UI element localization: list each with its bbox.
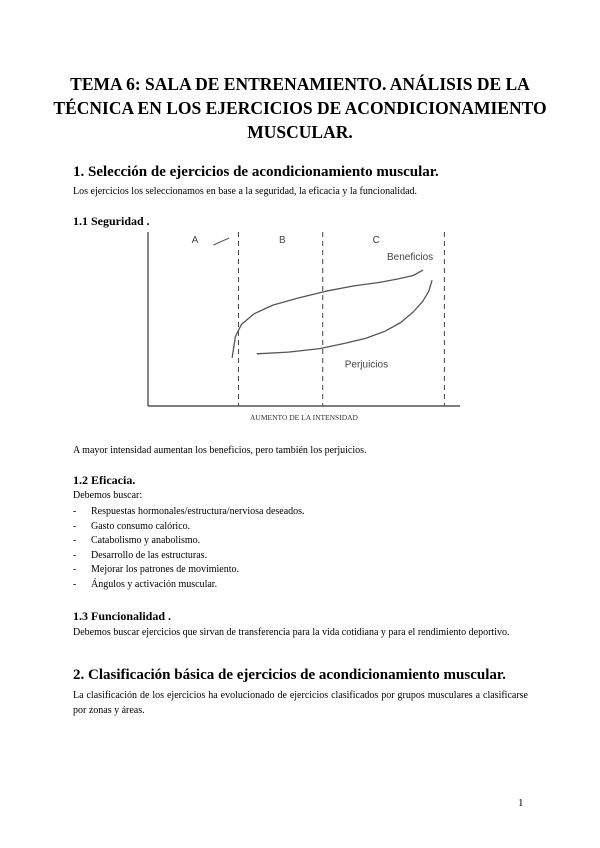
- zone-label-a: A: [191, 235, 199, 246]
- x-axis-label: AUMENTO DE LA INTENSIDAD: [250, 413, 358, 422]
- list-item: - Catabolismo y anabolismo.: [73, 534, 305, 549]
- page-title: TEMA 6: SALA DE ENTRENAMIENTO. ANÁLISIS DE LA TÉCNICA EN LOS EJERCICIOS DE ACONDICIONAMIENTO MUSCULAR.: [53, 74, 547, 142]
- eficacia-intro: Debemos buscar:: [73, 490, 143, 501]
- page-number: 1: [518, 797, 524, 809]
- funcionalidad-heading: 1.3 Funcionalidad .: [73, 609, 172, 623]
- funcionalidad-text: Debemos buscar ejercicios que sirvan de transferencia para la vida cotidiana y para el rendimiento deportivo.: [73, 627, 510, 638]
- eficacia-list: [73, 505, 305, 592]
- series-line-beneficios: [232, 270, 422, 357]
- section-1-intro: Los ejercicios los seleccionamos en base a la seguridad, la eficacia y la funcionalidad.: [73, 186, 418, 197]
- section-1-heading: 1. Selección de ejercicios de acondicionamiento muscular.: [73, 164, 439, 180]
- zone-label-c: C: [372, 235, 380, 246]
- series-label-perjuicios: Perjuicios: [344, 359, 389, 371]
- zone-arrow-mark: [214, 238, 230, 245]
- list-item: - Gasto consumo calórico.: [73, 520, 305, 535]
- list-item: - Respuestas hormonales/estructura/nerviosa deseados.: [73, 505, 305, 520]
- series-line-perjuicios: [257, 281, 432, 354]
- zone-label-b: B: [279, 235, 286, 246]
- section-2-text: La clasificación de los ejercicios ha evolucionado de ejercicios clasificados por grupos musculares a clasificarse por zonas y áreas.: [73, 690, 528, 716]
- list-item: - Mejorar los patrones de movimiento.: [73, 563, 305, 578]
- series-label-beneficios: Beneficios: [387, 251, 434, 263]
- seguridad-heading: 1.1 Seguridad .: [73, 214, 150, 228]
- list-item: - Desarrollo de las estructuras.: [73, 549, 305, 564]
- intensity-chart: [140, 226, 470, 426]
- eficacia-heading: 1.2 Eficacia.: [73, 473, 136, 487]
- section-2-heading: 2. Clasificación básica de ejercicios de acondicionamiento muscular.: [73, 667, 506, 683]
- list-item: - Ángulos y activación muscular.: [73, 578, 305, 593]
- seguridad-caption: A mayor intensidad aumentan los beneficios, pero también los perjuicios.: [73, 445, 367, 456]
